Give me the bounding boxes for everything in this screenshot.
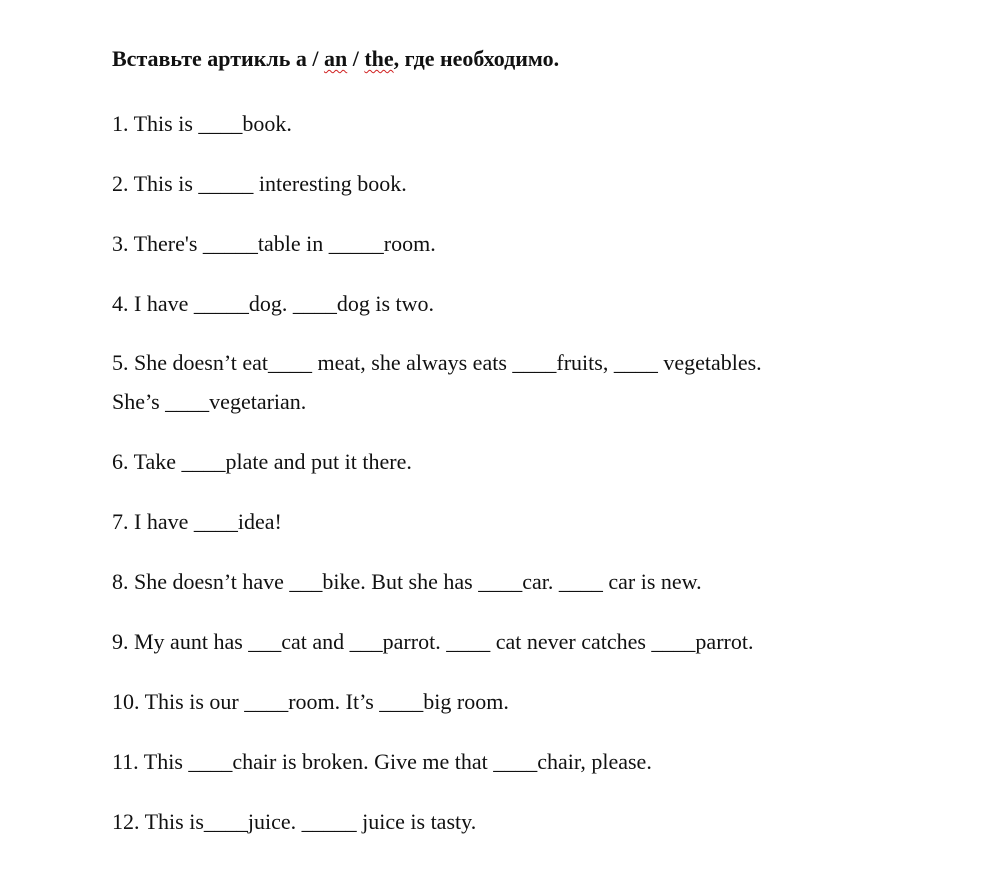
exercise-2: 2. This is _____ interesting book. bbox=[112, 171, 407, 196]
exercise-9: 9. My aunt has ___cat and ___parrot. ____ cat never catches ____parrot. bbox=[112, 629, 754, 654]
title-word-an: an bbox=[323, 46, 348, 71]
exercise-1: 1. This is ____book. bbox=[112, 111, 292, 136]
exercise-8: 8. She doesn’t have ___bike. But she has ____car. ____ car is new. bbox=[112, 569, 702, 594]
title-suffix: , где необходимо. bbox=[393, 46, 560, 71]
exercise-5-continued: She’s ____vegetarian. bbox=[112, 389, 307, 414]
exercise-4: 4. I have _____dog. ____dog is two. bbox=[112, 291, 435, 316]
title-word-the: the bbox=[364, 46, 394, 71]
exercise-7: 7. I have ____idea! bbox=[112, 509, 282, 534]
exercise-3: 3. There's _____table in _____room. bbox=[112, 231, 436, 256]
title-separator: / bbox=[347, 46, 365, 71]
exercise-11: 11. This ____chair is broken. Give me that ____chair, please. bbox=[112, 749, 652, 774]
exercise-6: 6. Take ____plate and put it there. bbox=[112, 449, 412, 474]
exercise-5: 5. She doesn’t eat____ meat, she always eats ____fruits, ____ vegetables. bbox=[112, 350, 762, 375]
title-prefix: Вставьте артикль а / bbox=[112, 46, 324, 71]
worksheet-title bbox=[112, 44, 559, 74]
exercise-12: 12. This is____juice. _____ juice is tasty. bbox=[112, 809, 477, 834]
exercise-10: 10. This is our ____room. It’s ____big room. bbox=[112, 689, 509, 714]
